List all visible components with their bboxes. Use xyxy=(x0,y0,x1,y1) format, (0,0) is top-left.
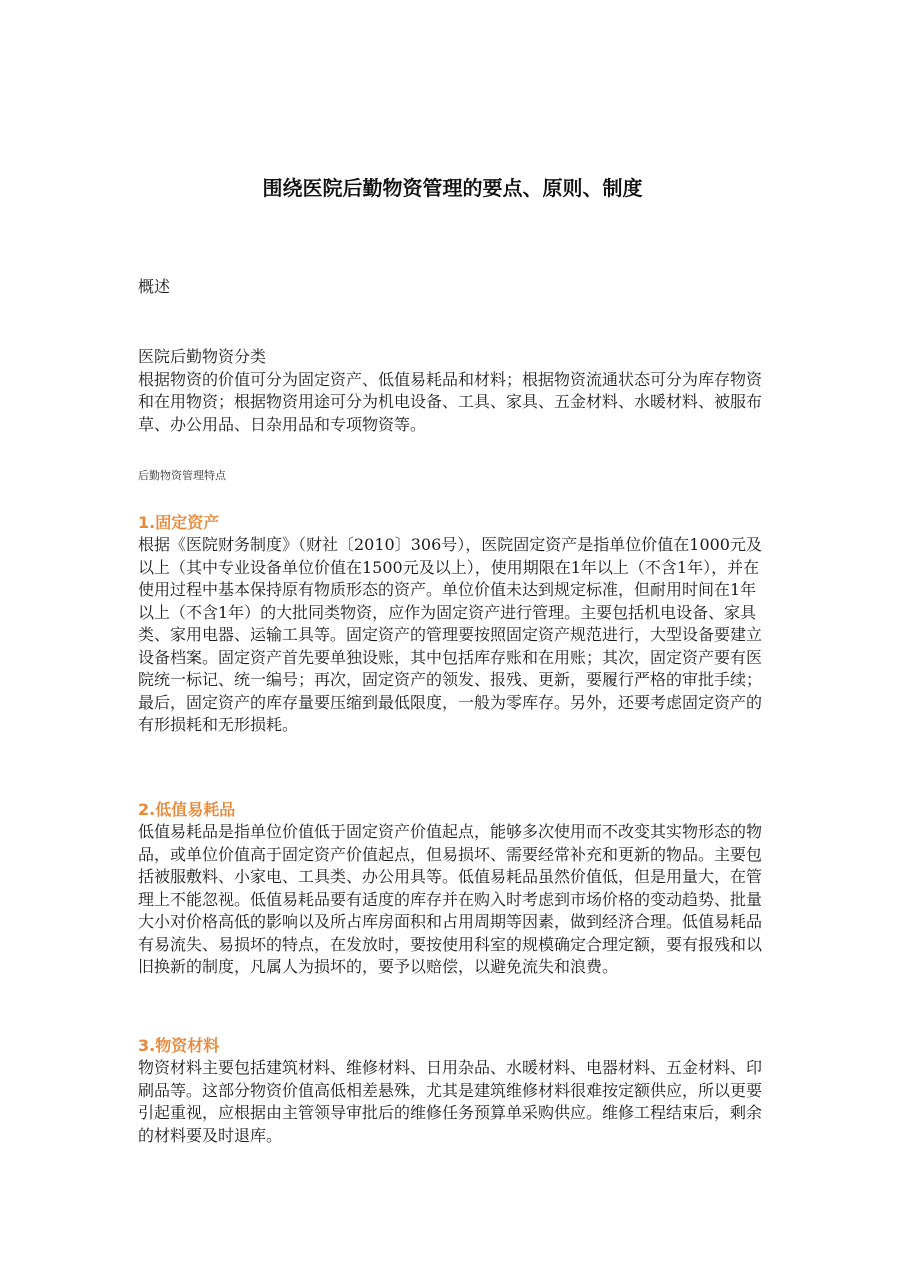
section-fixed-assets xyxy=(138,512,768,737)
section-materials xyxy=(138,1035,768,1147)
overview-label: 概述 xyxy=(138,277,171,296)
section-heading: 2.低值易耗品 xyxy=(138,800,236,819)
classification-heading: 医院后勤物资分类 xyxy=(138,347,267,366)
classification-body: 根据物资的价值可分为固定资产、低值易耗品和材料；根据物资流通状态可分为库存物资和在用物资；根据物资用途可分为机电设备、工具、家具、五金材料、水暖材料、被服布草、办公用品、日杂用品和专项物资等。 xyxy=(138,369,763,434)
section-body: 低值易耗品是指单位价值低于固定资产价值起点，能够多次使用而不改变其实物形态的物品，或单位价值高于固定资产价值起点，但易损坏、需要经常补充和更新的物品。主要包括被服敷料、小家电、工具类、办公用具等。低值易耗品虽然价值低，但是用量大，在管理上不能忽视。低值易耗品要有适度的库存并在购入时考虑到市场价格的变动趋势、批量大小对价格高低的影响以及所占库房面积和占用周期等因素，做到经济合理。低值易耗品有易流失、易损坏的特点，在发放时，要按使用科室的规模确定合理定额，要有报残和以旧换新的制度，凡属人为损坏的，要予以赔偿，以避免流失和浪费。 xyxy=(138,822,763,976)
classification-block xyxy=(138,346,768,436)
section-heading: 1.固定资产 xyxy=(138,513,220,532)
section-low-value-consumables xyxy=(138,799,768,979)
features-label: 后勤物资管理特点 xyxy=(138,469,226,482)
section-body: 物资材料主要包括建筑材料、维修材料、日用杂品、水暖材料、电器材料、五金材料、印刷品等。这部分物资价值高低相差悬殊，尤其是建筑维修材料很难按定额供应，所以更要引起重视，应根据由主管领导审批后的维修任务预算单采购供应。维修工程结束后，剩余的材料要及时退库。 xyxy=(138,1058,763,1145)
document-title: 围绕医院后勤物资管理的要点、原则、制度 xyxy=(262,176,643,200)
section-heading: 3.物资材料 xyxy=(138,1036,220,1055)
section-body: 根据《医院财务制度》（财社〔2010〕306号），医院固定资产是指单位价值在1000元及以上（其中专业设备单位价值在1500元及以上），使用期限在1年以上（不含1年），并在使用过程中基本保持原有物质形态的资产。单位价值未达到规定标准，但耐用时间在1年以上（不含1年）的大批同类物资，应作为固定资产进行管理。主要包括机电设备、家具类、家用电器、运输工具等。固定资产的管理要按照固定资产规范进行，大型设备要建立设备档案。固定资产首先要单独设账，其中包括库存账和在用账；其次，固定资产要有医院统一标记、统一编号；再次，固定资产的领发、报残、更新，要履行严格的审批手续；最后，固定资产的库存量要压缩到最低限度，一般为零库存。另外，还要考虑固定资产的有形损耗和无形损耗。 xyxy=(138,535,763,734)
